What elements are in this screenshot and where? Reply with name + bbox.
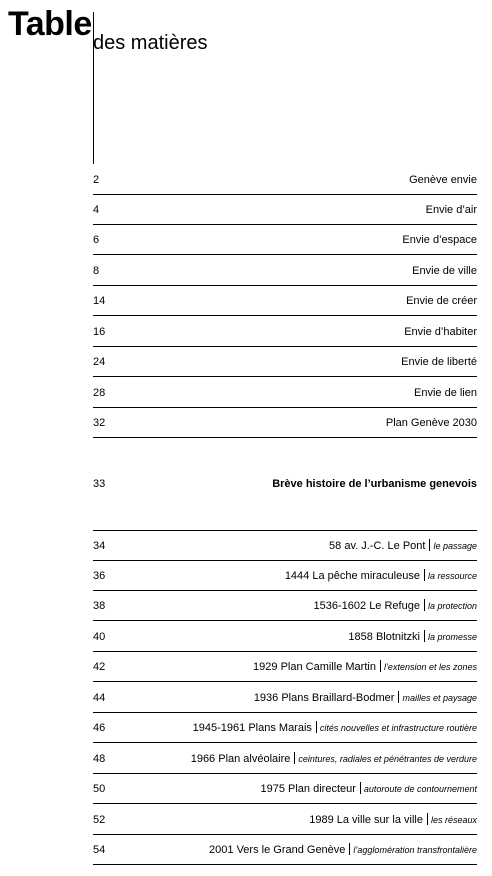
toc-row[interactable] <box>93 713 477 743</box>
entry-theme: mailles et paysage <box>402 693 477 703</box>
entry-title <box>329 539 477 552</box>
toc-row[interactable] <box>93 256 477 286</box>
entry-title <box>254 691 477 704</box>
entry-theme: la ressource <box>427 571 477 581</box>
entry-theme: cités nouvelles et infrastructure routière <box>319 723 477 733</box>
entry-main: 1929 Plan Camille Martin <box>253 661 376 673</box>
toc-row[interactable] <box>93 683 477 713</box>
page-number: 4 <box>93 204 100 216</box>
entry-title: Envie de liberté <box>401 356 477 368</box>
page-title-rest: des matières <box>93 32 208 54</box>
page-number: 54 <box>93 844 106 856</box>
entry-title: Genève envie <box>409 174 477 186</box>
entry-main: 1945-1961 Plans Marais <box>192 722 312 734</box>
page-number: 52 <box>93 814 106 826</box>
entry-title <box>285 569 477 582</box>
toc-row[interactable] <box>93 317 477 347</box>
page-number: 24 <box>93 356 106 368</box>
toc-row[interactable] <box>93 347 477 377</box>
page-number: 14 <box>93 295 106 307</box>
entry-main: 2001 Vers le Grand Genève <box>209 844 346 856</box>
entry-theme: les réseaux <box>430 815 477 825</box>
entry-title: Envie de créer <box>406 295 477 307</box>
page-number: 40 <box>93 631 106 643</box>
entry-title <box>314 599 477 612</box>
separator-bar <box>424 630 425 642</box>
entry-main: 1975 Plan directeur <box>260 783 356 795</box>
separator-bar <box>349 843 350 855</box>
entry-main: 1989 La ville sur la ville <box>309 814 423 826</box>
toc-row[interactable] <box>93 286 477 316</box>
toc-row[interactable] <box>93 408 477 438</box>
toc-row[interactable] <box>93 530 477 561</box>
separator-bar <box>360 782 361 794</box>
page-number: 44 <box>93 692 106 704</box>
entry-theme: l’extension et les zones <box>383 662 477 672</box>
entry-theme: le passage <box>433 541 477 551</box>
toc-row[interactable] <box>93 225 477 255</box>
entry-theme: autoroute de contournement <box>363 784 477 794</box>
entry-main: 1936 Plans Braillard-Bodmer <box>253 692 395 704</box>
section-page-number: 33 <box>93 478 106 490</box>
toc-row[interactable] <box>93 561 477 591</box>
toc-row[interactable] <box>93 805 477 835</box>
entry-main: 58 av. J.-C. Le Pont <box>329 540 426 552</box>
entry-title <box>261 782 478 795</box>
separator-bar <box>427 813 428 825</box>
entry-title: Envie d’habiter <box>404 326 477 338</box>
entry-title: Envie d’air <box>425 204 477 216</box>
toc-row[interactable] <box>93 378 477 408</box>
entry-theme: l’agglomération transfrontalière <box>353 845 477 855</box>
entry-theme: la promesse <box>427 632 477 642</box>
entry-theme: ceintures, radiales et pénétrantes de verdure <box>298 754 477 764</box>
toc-row[interactable] <box>93 591 477 621</box>
entry-main: 1536-1602 Le Refuge <box>313 600 420 612</box>
entry-title <box>309 813 477 826</box>
page-number: 32 <box>93 417 106 429</box>
page-number: 8 <box>93 265 100 277</box>
page-title-bold: Table <box>8 5 92 43</box>
entry-title <box>253 660 477 673</box>
entry-main: 1858 Blotnitzki <box>348 631 420 643</box>
entry-main: 1966 Plan alvéolaire <box>190 753 291 765</box>
toc-row[interactable] <box>93 652 477 682</box>
entry-main: 1444 La pêche miraculeuse <box>284 570 420 582</box>
entry-title: Envie de lien <box>414 387 477 399</box>
toc-row[interactable] <box>93 774 477 804</box>
page-number: 50 <box>93 783 106 795</box>
page-number: 34 <box>93 540 106 552</box>
separator-bar <box>424 599 425 611</box>
page-number: 48 <box>93 753 106 765</box>
separator-bar <box>294 752 295 764</box>
page-number: 2 <box>93 174 100 186</box>
toc-row[interactable] <box>93 744 477 774</box>
page-number: 42 <box>93 661 106 673</box>
entry-title <box>348 630 477 643</box>
page-number: 6 <box>93 234 100 246</box>
toc-row[interactable] <box>93 622 477 652</box>
separator-bar <box>424 569 425 581</box>
toc-row[interactable] <box>93 165 477 195</box>
separator-bar <box>398 691 399 703</box>
section-title[interactable]: Brève histoire de l’urbanisme genevois <box>272 478 477 490</box>
entry-title: Envie d’espace <box>402 234 477 246</box>
separator-bar <box>316 721 317 733</box>
page-number: 38 <box>93 600 106 612</box>
page-number: 36 <box>93 570 106 582</box>
toc-row[interactable] <box>93 835 477 865</box>
entry-theme: la protection <box>427 601 477 611</box>
page-number: 28 <box>93 387 106 399</box>
entry-title <box>193 721 477 734</box>
separator-bar <box>380 660 381 672</box>
entry-title <box>191 752 477 765</box>
page-number: 16 <box>93 326 106 338</box>
entry-title <box>209 843 477 856</box>
entry-title: Plan Genève 2030 <box>385 417 477 429</box>
page-number: 46 <box>93 722 106 734</box>
entry-title: Envie de ville <box>412 265 477 277</box>
toc-row[interactable] <box>93 195 477 225</box>
separator-bar <box>429 539 430 551</box>
